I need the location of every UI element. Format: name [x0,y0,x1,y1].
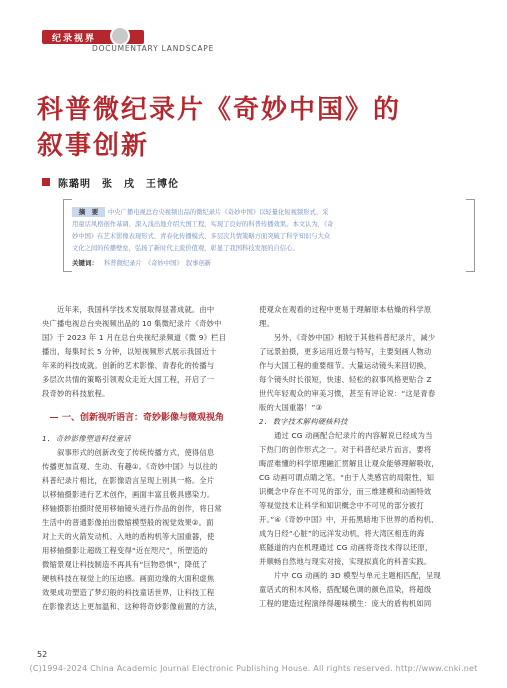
column-label-english: DOCUMENTARY LANDSCAPE [92,44,215,53]
paragraph-line: 生活中的普通影像拍出微缩模型般的视觉效果②。面 [42,518,214,527]
paragraph-line: 了远景拍摄，更多运用近景与特写，主要刻画人物动 [259,347,432,356]
paragraph-line: 央广播电视总台央视频出品的 10 集微纪录片《奇妙中 [42,319,222,328]
paragraph-line: 传播更加直观、生动、有趣①。《奇妙中国》与以往的 [42,462,218,471]
paragraph-line: 成为日经“心脏”的远洋发动机，将大湾区相连的海 [259,529,425,538]
paragraph-line: 以移轴摄影进行艺术创作，画面丰富且极具感染力。 [42,490,215,499]
abstract-corner [466,271,474,272]
left-column [42,303,247,401]
paragraph-line: 叙事形式的创新改变了传统传播方式，使得信息 [42,448,215,457]
abstract-line: 用童话风格创作基调、深入浅出地介绍大国工程，实现了良好的科普传播效果。本文认为，《奇 [72,221,334,228]
paragraph-line: 在影像表达上更加温和、这种将奇妙影像前置的方法， [42,602,222,611]
paragraph-line: CG 动画可谓点睛之笔。“由于人类感官的局限性，知 [259,473,435,482]
subsection-heading: 1. 奇妙影像塑造科技童话 [42,434,131,443]
article-title-line-1: 科普微纪录片《奇妙中国》的 [37,95,402,125]
paragraph-line: 底隧道的内在机理通过 CG 动画将奇技术得以还原， [259,543,433,552]
paragraph-line: 下热门的创作形式之一。对于科普纪录片而言，要将 [259,445,432,454]
paragraph-line: 另外，《奇妙中国》相较于其他科普纪录片，减少 [259,333,436,342]
paragraph-line: 每个镜头时长很短，快速、轻松的叙事风格更贴合 Z [259,375,432,384]
paragraph-line: 世代年轻观众的审美习惯，甚至有评论说：“这是青春 [259,389,436,398]
paragraph-line: 使观众在观看的过程中更易于理解原本枯燥的科学原 [259,305,432,314]
section-heading [42,408,247,424]
keywords: 科普微纪录片 《奇妙中国》 叙事创新 [104,260,212,267]
paragraph-line: 并顺畅自然地与现实对接，实现拟真化的科普实践。 [259,557,432,566]
paragraph-line: 段奇妙的科技旅程。 [42,389,110,398]
paragraph-line: 移轴摄影拍摄时使用移轴镜头进行作品的创作，将日常 [42,504,222,513]
section-heading-text: 一、创新视听语言：奇妙影像与微观视角 [62,413,225,423]
paragraph-line: 硬核科技在视觉上的压迫感。画面边缘的大面积虚焦 [42,574,215,583]
paragraph-line: 工程的建造过程演绎得趣味横生：庞大的盾构机如同 [259,599,432,608]
authors: 陈璐明 张 戌 王博伦 [58,179,179,190]
paragraph-line: 微缩景观让科技制造不再具有“巨物恐惧”，降低了 [42,560,208,569]
paragraph-line: 作与大国工程的重要细节。大量运动镜头来回切换， [259,361,432,370]
column-label-text: 纪录视界 [52,34,97,44]
paragraph-line: 晦涩难懂的科学原理融汇贯解且让观众能够理解吸收， [259,459,439,468]
abstract-corner [64,271,72,272]
paragraph-line: 科普纪录片相比，在影像语言呈现上别具一格。全片 [42,476,215,485]
section-heading-dash [50,417,58,418]
paragraph-line: 用移轴摄影让超级工程变得“近在咫尺”，所塑造的 [42,546,208,555]
paragraph-line: 童话式的积木风格，搭配暖色调的颜色渲染，将超级 [259,585,432,594]
page-number: 52 [37,650,48,659]
paragraph-line: 对上天的火箭发动机、入地的盾构机等大国重器，使 [42,532,215,541]
abstract-corner [64,199,72,200]
paragraph-line: 片中 CG 动画的 3D 模型与单元主题相匹配，呈现 [259,571,441,580]
abstract-label: 摘 要 [72,207,105,217]
abstract-line: 文化之间的传播壁垒，弘扬了新时代主流价值观，彰显了我国科技发展的自信心。 [72,245,299,252]
paragraph-line: 理。 [259,319,274,328]
copyright-footer: (C)1994-2024 China Academic Journal Electronic Publishing House. All rights reserved. http://www.cnki.net [29,664,478,673]
abstract-corner [466,199,474,200]
article-title-line-2: 叙事创新 [37,131,150,161]
paragraph-line: 多层次共情的策略引领观众走近大国工程，开启了一 [42,375,215,384]
paragraph-line: 开。”④《奇妙中国》中，开拓黑暗地下世界的盾构机、 [259,515,439,524]
paragraph-line: 播出，每集时长 5 分钟，以短视频形式展示我国近十 [42,347,217,356]
paragraph-line: 年来的科技成就。创新的艺术影像、青春化的传播与 [42,361,215,370]
paragraph-line: 版的大国重器！”③ [259,403,323,412]
paragraph-line: 通过 CG 动画配合纪录片的内容解说已经成为当 [259,431,433,440]
subsection-heading: 2. 数字技术解构硬核科技 [259,417,348,426]
paragraph-line: 等视觉技术让科学和知识概念中不可见的部分被打 [259,501,424,510]
paragraph-line: 国》于 2023 年 1 月在总台央视纪录频道《微 9》栏目 [42,333,227,342]
keywords-label: 关键词： [72,259,98,267]
left-column-body [42,432,247,614]
paragraph-line: 识概念中存在不可见的部分，而三维建模和动画特效 [259,487,432,496]
paragraph-line: 近年来，我国科学技术发展取得显著成就。由中 [42,305,215,314]
abstract-line: 中央广播电视总台央视频出品的微纪录片《奇妙中国》以轻量化短视频形式、采 [108,209,329,216]
column-circle-decoration [110,26,130,46]
right-column [259,303,471,611]
abstract-line: 妙中国》在艺术影像表现形式、青春化传播模式、多层次共情策略方面突破了科学知识与大众 [72,233,331,240]
author-marker-icon [42,178,50,186]
paragraph-line: 效果成功塑造了梦幻般的科技童话世界，让科技工程 [42,588,215,597]
